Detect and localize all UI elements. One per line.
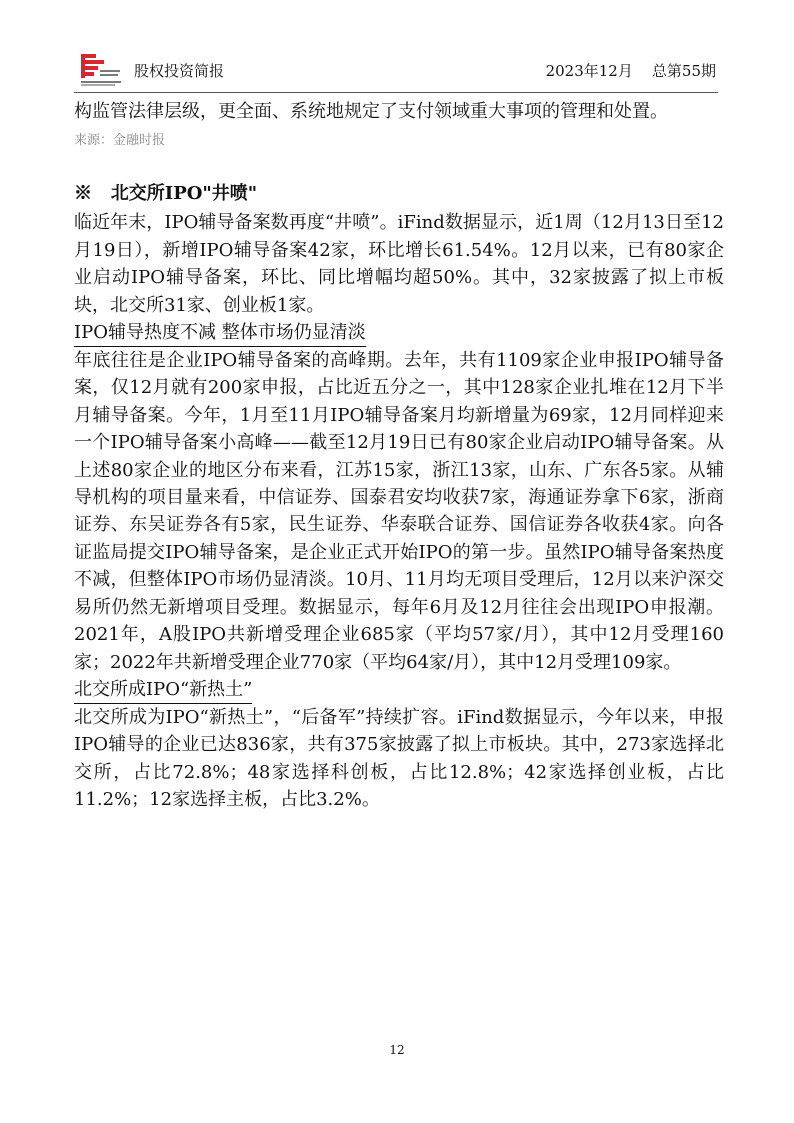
association-logo xyxy=(78,52,124,88)
issue-info: 2023年12月 总第55期 xyxy=(545,62,716,80)
continuation-paragraph: 构监管法律层级，更全面、系统地规定了支付领域重大事项的管理和处置。 xyxy=(74,101,668,122)
page-header xyxy=(78,48,716,92)
paragraph-2: 北交所成为IPO“新热土”，“后备军”持续扩容。iFind数据显示，今年以来，申报IPO辅导的企业已达836家，共有375家披露了拟上市板块。其中，273家选择北交所，占比72.8%；48家选择科创板，占比12.8%；42家选择创业板，占比11.2%；12家选择主板，占比3.2%。 xyxy=(74,706,724,811)
subheading-2: 北交所成IPO“新热土” xyxy=(74,677,252,704)
source-line: 来源：金融时报 xyxy=(74,133,166,149)
header-divider xyxy=(74,92,718,93)
bulletin-title: 股权投资简报 xyxy=(134,62,225,80)
paragraph-1: 年底往往是企业IPO辅导备案的高峰期。去年，共有1109家企业申报IPO辅导备案，仅12月就有200家申报，占比近五分之一，其中128家企业扎堆在12月下半月辅导备案。今年，1月至11月IPO辅导备案月均新增量为69家，12月同样迎来一个IPO辅导备案小高峰——截至12月19日已有80家企业启动IPO辅导备案。从上述80家企业的地区分布来看，江苏15家，浙江13家，山东、广东各5家。从辅导机构的项目量来看，中信证券、国泰君安均收获7家，海通证券拿下6家，浙商证券、东吴证券各有5家，民生证券、华泰联合证券、国信证券各收获4家。向各证监局提交IPO辅导备案，是企业正式开始IPO的第一步。虽然IPO辅导备案热度不减，但整体IPO市场仍显清淡。10月、11月均无项目受理后，12月以来沪深交易所仍然无新增项目受理。数据显示，每年6月及12月往往会出现IPO申报潮。2021年，A股IPO共新增受理企业685家（平均57家/月），其中12月受理160家；2022年共新增受理企业770家（平均64家/月），其中12月受理109家。 xyxy=(74,350,724,673)
page-number: 12 xyxy=(389,1043,405,1057)
article-body xyxy=(74,98,724,814)
subheading-1: IPO辅导热度不减 整体市场仍显清淡 xyxy=(74,320,366,347)
intro-paragraph: 临近年末，IPO辅导备案数再度“井喷”。iFind数据显示，近1周（12月13日至12月19日），新增IPO辅导备案42家，环比增长61.54%。12月以来，已有80家企业启动IPO辅导备案，环比、同比增幅均超50%。其中，32家披露了拟上市板块，北交所31家、创业板1家。 xyxy=(74,212,724,316)
section-title: ※ 北交所IPO"井喷" xyxy=(74,183,258,205)
